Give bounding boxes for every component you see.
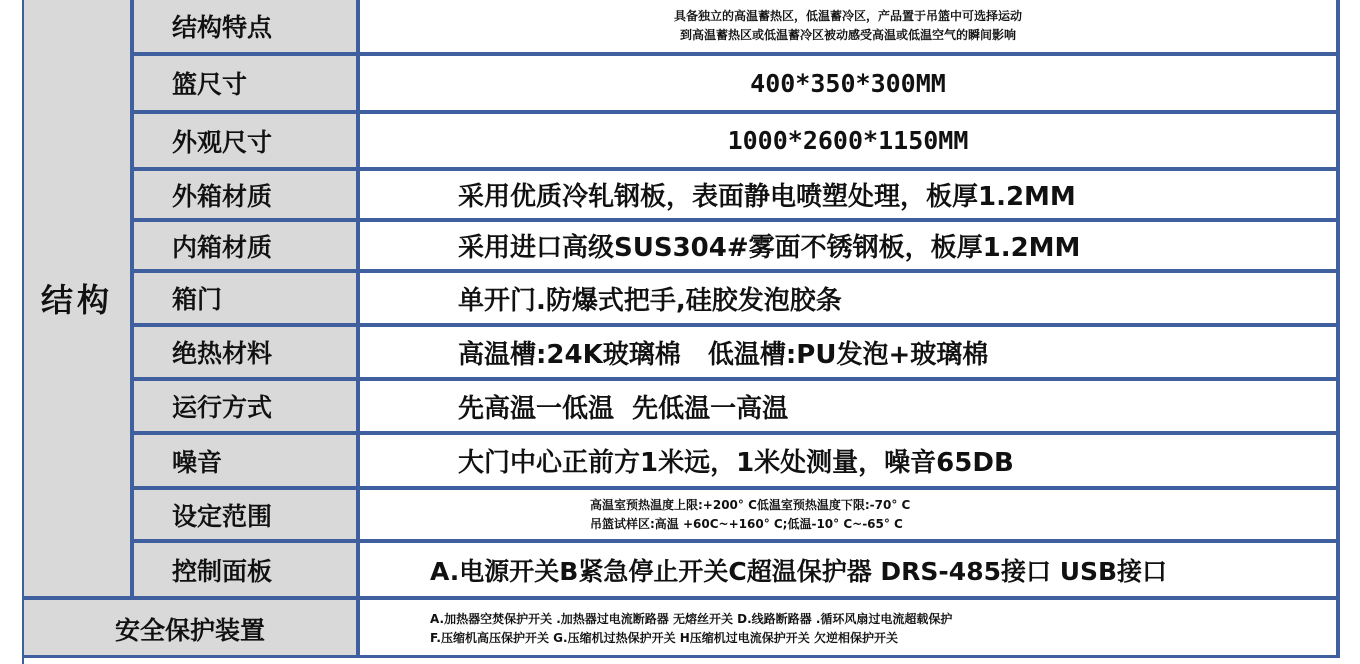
row-value-control-panel: A.电源开关B紧急停止开关C超温保护器 DRS-485接口 USB接口: [360, 543, 1340, 596]
row-label-setting-range: 设定范围: [134, 490, 360, 543]
row-label-noise: 噪音: [134, 435, 360, 490]
safety-value-cell: [360, 596, 1340, 658]
structure-features-line-1: 具备独立的高温蓄热区，低温蓄冷区，产品置于吊篮中可选择运动: [673, 9, 1022, 23]
row-value-outer-dimensions: 1000*2600*1150MM: [360, 114, 1340, 171]
row-label-inner-box-material: 内箱材质: [134, 222, 360, 273]
safety-label: 安全保护装置: [114, 616, 265, 645]
table-bottom-border: [22, 655, 1340, 658]
row-label-outer-box-material: 外箱材质: [134, 171, 360, 222]
row-value-structure-features: [360, 0, 1340, 56]
row-value-basket-size: 400*350*300MM: [360, 56, 1340, 114]
row-value-door: 单开门.防爆式把手,硅胶发泡胶条: [360, 273, 1340, 327]
setting-range-line-2: 吊篮试样区:高温 +60C~+160° C;低温-10° C~-65° C: [590, 516, 903, 531]
row-label-insulation: 绝热材料: [134, 327, 360, 381]
safety-line-1: A.加热器空焚保护开关 .加热器过电流断路器 无熔丝开关 D.线路断路器 .循环风扇过电流超载保护: [430, 612, 953, 626]
row-label-door: 箱门: [134, 273, 360, 327]
row-value-inner-box-material: 采用进口高级SUS304#雾面不锈钢板，板厚1.2MM: [360, 222, 1340, 273]
safety-label-cell: [24, 596, 360, 658]
row-label-outer-dimensions: 外观尺寸: [134, 114, 360, 171]
row-value-operation-mode: 先高温一低温 先低温一高温: [360, 381, 1340, 435]
row-label-structure-features: 结构特点: [134, 0, 360, 56]
row-label-operation-mode: 运行方式: [134, 381, 360, 435]
row-label-control-panel: 控制面板: [134, 543, 360, 596]
row-value-noise: 大门中心正前方1米远，1米处测量，噪音65DB: [360, 435, 1340, 490]
structure-features-line-2: 到高温蓄热区或低温蓄冷区被动感受高温或低温空气的瞬间影响: [679, 28, 1016, 42]
group-label: 结构: [40, 281, 113, 319]
row-value-outer-box-material: 采用优质冷轧钢板，表面静电喷塑处理，板厚1.2MM: [360, 171, 1340, 222]
row-label-basket-size: 篮尺寸: [134, 56, 360, 114]
row-value-insulation: 高温槽:24K玻璃棉 低温槽:PU发泡+玻璃棉: [360, 327, 1340, 381]
group-cell: [24, 0, 134, 596]
row-value-setting-range: [360, 490, 1340, 543]
safety-line-2: F.压缩机高压保护开关 G.压缩机过热保护开关 H压缩机过电流保护开关 欠逆相保护开关: [430, 631, 898, 645]
setting-range-line-1: 高温室预热温度上限:+200° C低温室预热温度下限:-70° C: [590, 497, 911, 512]
